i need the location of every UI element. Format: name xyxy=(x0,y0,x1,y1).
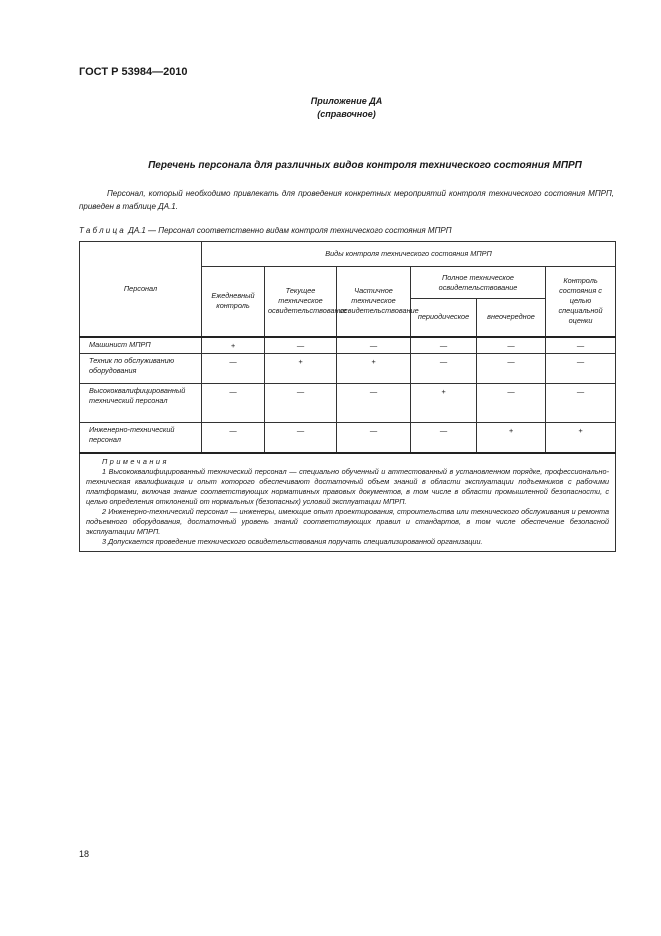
intro-paragraph: Персонал, который необходимо привлекать для проведения конкретных мероприятий контроля технического состояния МПРП, приведен в таблице ДА.1. xyxy=(79,189,614,211)
header-personnel: Персонал xyxy=(80,242,202,337)
mark-cell: — xyxy=(265,337,337,354)
mark-cell: — xyxy=(477,384,546,423)
table-row xyxy=(80,384,616,423)
notes-title: Примечания xyxy=(102,456,169,466)
mark-cell: — xyxy=(411,354,477,384)
mark-cell: — xyxy=(411,337,477,354)
mark-cell: + xyxy=(202,337,265,354)
mark-cell: — xyxy=(546,337,616,354)
appendix-label xyxy=(0,95,661,121)
note-item: 3 Допускается проведение технического освидетельствования поручать специализированной организации. xyxy=(102,536,483,546)
row-label: Инженерно-технический персонал xyxy=(80,423,202,453)
document-code: ГОСТ Р 53984—2010 xyxy=(79,66,188,78)
table-row xyxy=(80,423,616,453)
mark-cell: — xyxy=(202,354,265,384)
mark-cell: + xyxy=(265,354,337,384)
mark-cell: — xyxy=(477,354,546,384)
mark-cell: — xyxy=(202,384,265,423)
header-partial: Частичное техническое освидетельствование xyxy=(337,267,411,337)
table-row xyxy=(80,354,616,384)
note-item: 1 Высококвалифицированный технический персонал — специально обученный и аттестованный в установленном порядке, профессионально-техническая квалификация и опыт которого обеспечивают достаточный объем знаний в области эксплуатации подъемников с рабочими платформами, включая знание соответствующих нормативных правовых документов, в том числе в области промышленной безопасности, с целью определения отклонений от нормальных (безопасных) условий эксплуатации МПРП. xyxy=(86,466,610,506)
mark-cell: — xyxy=(337,337,411,354)
header-current: Текущее техническое освидетельствование xyxy=(265,267,337,337)
note-item: 2 Инженерно-технический персонал — инженеры, имеющие опыт проектирования, строительства или технического обслуживания и ремонта подъемного оборудования, достаточный уровень знаний соответствующих правил и стандартов, в том числе обеспечение безопасной эксплуатации МПРП. xyxy=(86,506,610,536)
table-caption-text: ДА.1 — Персонал соответственно видам контроля технического состояния МПРП xyxy=(125,226,452,235)
mark-cell: — xyxy=(265,423,337,453)
mark-cell: + xyxy=(546,423,616,453)
mark-cell: — xyxy=(337,423,411,453)
header-special: Контроль состояния с целью специальной оценки xyxy=(546,267,616,337)
mark-cell: — xyxy=(546,354,616,384)
row-label: Высококвалифицированный технический персонал xyxy=(80,384,202,423)
row-label: Техник по обслуживанию оборудования xyxy=(80,354,202,384)
header-extraordinary: внеочередное xyxy=(477,299,546,337)
header-daily: Ежедневный контроль xyxy=(202,267,265,337)
mark-cell: — xyxy=(546,384,616,423)
header-periodic: периодическое xyxy=(411,299,477,337)
appendix-subtitle: (справочное) xyxy=(317,109,376,119)
mark-cell: + xyxy=(337,354,411,384)
appendix-title: Приложение ДА xyxy=(310,96,383,106)
mark-cell: — xyxy=(411,423,477,453)
notes-row xyxy=(80,453,616,552)
row-label: Машинист МПРП xyxy=(80,337,202,354)
table-row xyxy=(80,337,616,354)
mark-cell: + xyxy=(411,384,477,423)
table-caption xyxy=(79,226,452,235)
notes-block xyxy=(80,453,616,552)
header-control-types: Виды контроля технического состояния МПРП xyxy=(202,242,616,267)
mark-cell: — xyxy=(337,384,411,423)
mark-cell: + xyxy=(477,423,546,453)
appendix-heading: Перечень персонала для различных видов контроля технического состояния МПРП xyxy=(148,160,582,171)
mark-cell: — xyxy=(265,384,337,423)
mark-cell: — xyxy=(202,423,265,453)
header-full: Полное техническое освидетельствование xyxy=(411,267,546,299)
table-caption-word: Таблица xyxy=(79,226,126,235)
page-number: 18 xyxy=(79,849,90,859)
personnel-table xyxy=(79,241,616,552)
mark-cell: — xyxy=(477,337,546,354)
